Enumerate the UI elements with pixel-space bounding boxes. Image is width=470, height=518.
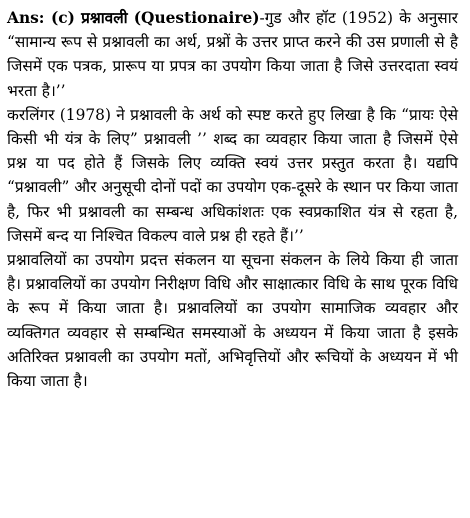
paragraph-kerlinger: करलिंगर (1978) ने प्रश्नावली के अर्थ को स्पष्ट करते हुए लिखा है कि “प्रायः ऐसे किसी भी यंत्र के लिए” प्रश्नावली ’’ शब्द का व्यवहार किया जाता है जिसमें ऐसे प्रश्न या पद होते हैं जिसके लिए व्यक्ति स्वयं उत्तर प्रस्तुत करता है। यद्यपि “प्रश्नावली” और अनुसूची दोनों पदों का उपयोग एक-दूसरे के स्थान पर किया जाता है, फिर भी प्रश्नावली का सम्बन्ध अधिकांशतः एक स्वप्रकाशित यंत्र से रहता है, जिसमें बन्द या निश्चित विकल्प वाले प्रश्न ही रहते हैं।’’ [7,105,458,245]
paragraph-definition-text: -गुड और हॉट (1952) के अनुसार “सामान्य रूप से प्रश्नावली का अर्थ, प्रश्नों के उत्तर प्राप्त करने की उस प्रणाली से है जिसमें एक पत्रक, प्रारूप या प्रपत्र का उपयोग किया जाता है जिसे उत्तरदाता स्वयं भरता है।’’ [7,9,458,100]
paragraph-uses: प्रश्नावलियों का उपयोग प्रदत्त संकलन या सूचना संकलन के लिये किया ही जाता है। प्रश्नावलियों का उपयोग निरीक्षण विधि और साक्षात्कार विधि के साथ पूरक विधि के रूप में किया जाता है। प्रश्नावलियों का उपयोग सामाजिक व्यवहार और व्यक्तिगत व्यवहार से सम्बन्धित समस्याओं के अध्ययन में किया जाता है इसके अतिरिक्त प्रश्नावली का उपयोग मतों, अभिवृत्तियों और रूचियों के अध्ययन में भी किया जाता है। [7,251,458,391]
paragraph-definition [7,6,458,103]
answer-term: प्रश्नावली [81,9,128,27]
answer-label: Ans: (c) [7,9,75,27]
answer-term-english: (Questionaire) [133,9,260,27]
